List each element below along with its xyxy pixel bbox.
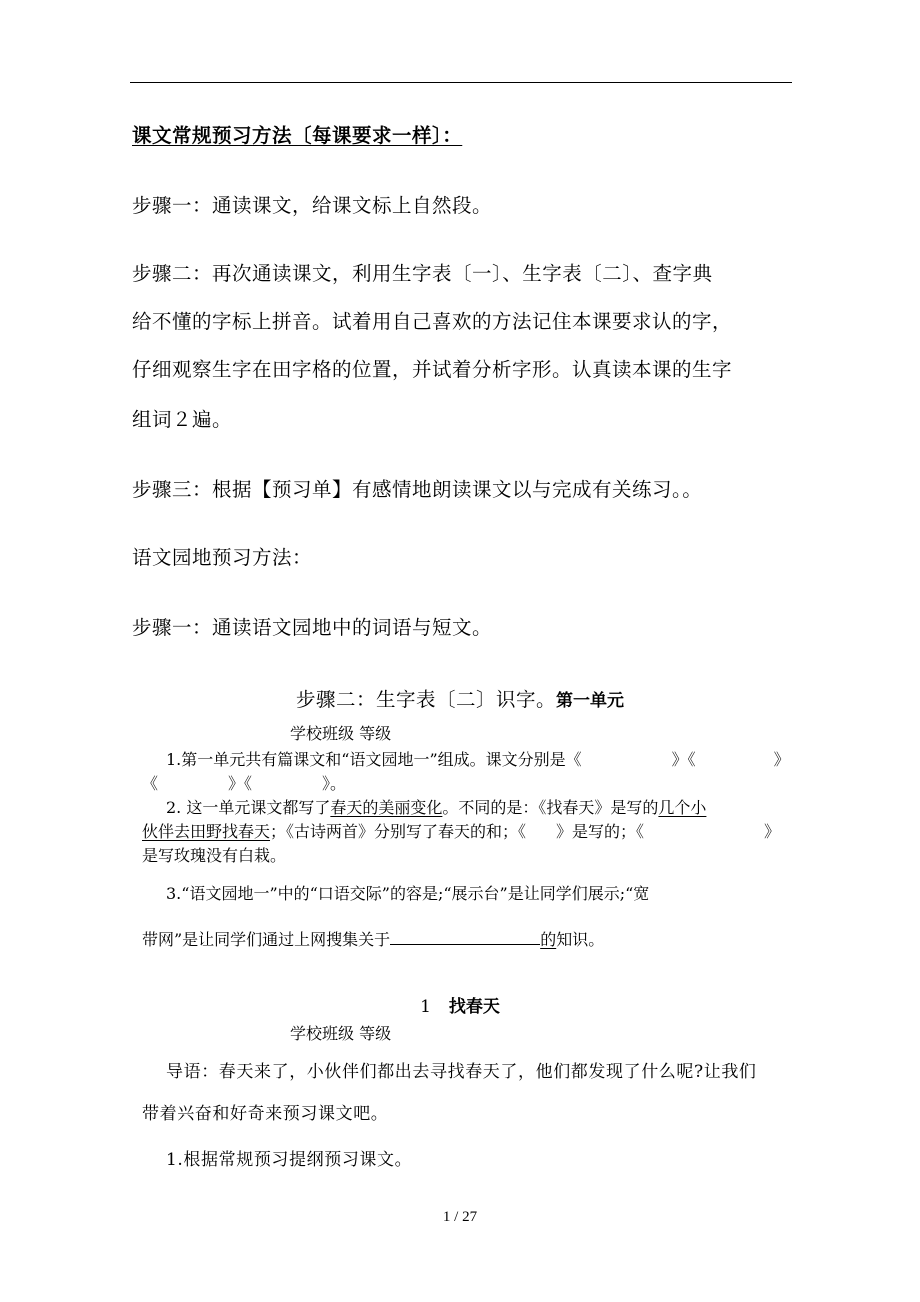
page-number: 1 / 27	[442, 1209, 478, 1225]
lesson-1-intro-line-2: 带着兴奋和好奇来预习课文吧。	[142, 1104, 389, 1124]
unit-q2-line-3: 是写玫瑰没有白栽。	[142, 846, 287, 865]
unit-q2-answer-2a: 几个小	[658, 798, 707, 817]
unit-q3-l2-text: 带网”是让同学们通过上网搜集关于	[142, 930, 391, 949]
unit-q2-prefix: 2. 这一单元课文都写了	[166, 798, 331, 817]
lesson-step-2-line-1: 步骤二：再次通读课文，利用生字表〔一〕、生字表〔二〕、查字典	[132, 262, 713, 285]
unit-q1-bracket: 》《	[671, 750, 696, 769]
lesson-1-title: 找春天	[448, 997, 500, 1017]
unit-q3-line-1: 3.“语文园地一”中的“口语交际”的容是;“展示台”是让同学们展示;“宽	[166, 884, 650, 903]
unit-q2-l2-mid: 》是写的；《	[556, 822, 645, 841]
garden-step-2-row	[0, 686, 920, 712]
lesson-1-intro-line-1: 导语：春天来了，小伙伴们都出去寻找春天了，他们都发现了什么呢?让我们	[166, 1062, 757, 1082]
unit-q2-l2-close: 》	[764, 822, 781, 841]
unit-q2-answer-2b: 伙伴去田野找春天	[142, 822, 271, 841]
unit-q1-l2-open: 《	[142, 774, 159, 793]
unit-q1-line-1	[166, 750, 790, 770]
unit-q3-blank	[390, 928, 540, 945]
lesson-1-question-1: 1.根据常规预习提纲预习课文。	[166, 1150, 413, 1170]
lesson-step-2-line-3: 仔细观察生字在田字格的位置，并试着分析字形。认真读本课的生字	[132, 358, 733, 381]
garden-step-1: 步骤一：通读语文园地中的词语与短文。	[132, 616, 493, 639]
unit-q2-answer-1: 春天的美丽变化	[330, 798, 443, 817]
section-title-garden-method: 语文园地预习方法：	[132, 546, 313, 569]
lesson-1-number: 1	[420, 997, 431, 1017]
unit-q3-l2-end: 知识。	[556, 930, 605, 949]
lesson-step-2-line-2: 给不懂的字标上拼音。试着用自己喜欢的方法记住本课要求认的字，	[132, 310, 733, 333]
unit-q3-underlined: 的	[540, 930, 557, 949]
garden-step-2: 步骤二：生字表〔二〕识字。	[295, 688, 556, 711]
unit-heading: 第一单元	[556, 691, 624, 711]
header-rule	[130, 82, 792, 83]
section-title-lesson-method: 课文常规预习方法〔每课要求一样〕：	[132, 124, 463, 147]
lesson-1-school-line: 学校班级 等级	[290, 1024, 392, 1043]
unit-q1-text: 1.第一单元共有篇课文和“语文园地一”组成。课文分别是《	[166, 750, 582, 769]
unit-q2-line-1	[166, 798, 706, 818]
unit-q3-line-2	[142, 928, 604, 950]
unit-q1-bracket-end: 》	[773, 750, 790, 769]
unit-q2-l2-rest: ；《古诗两首》分别写了春天的和；《	[270, 822, 527, 841]
unit-q1-line-2	[142, 774, 346, 794]
unit-q2-line-2	[142, 822, 780, 842]
lesson-1-heading	[0, 996, 920, 1018]
unit-q1-l2-close: 》。	[322, 774, 347, 793]
unit-q1-l2-mid: 》《	[228, 774, 253, 793]
unit-school-line: 学校班级 等级	[290, 724, 392, 743]
lesson-step-3: 步骤三：根据【预习单】有感情地朗读课文以与完成有关练习。。	[132, 478, 703, 501]
lesson-step-1: 步骤一：通读课文，给课文标上自然段。	[132, 194, 493, 217]
unit-q2-mid: 。不同的是：《找春天》是写的	[442, 798, 659, 817]
lesson-step-2-line-4: 组词２遍。	[132, 408, 233, 431]
